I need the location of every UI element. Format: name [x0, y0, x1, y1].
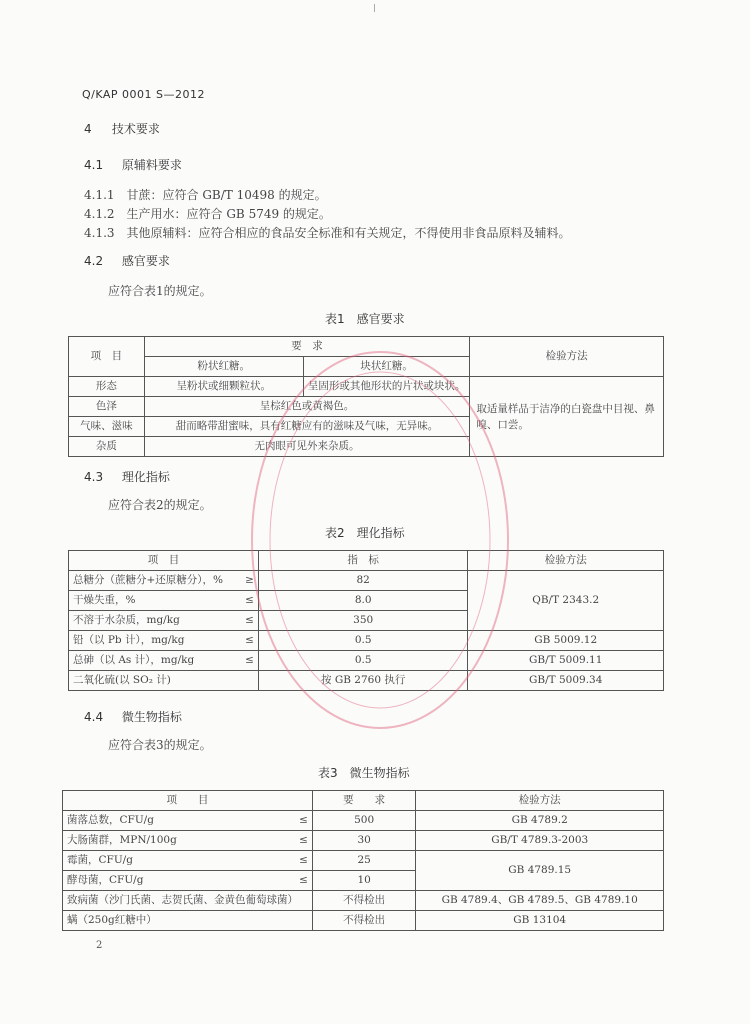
- section-4-4-text: 应符合表3的规定。: [108, 738, 212, 752]
- cell-value: 不得检出: [312, 911, 415, 931]
- cell-value: 500: [312, 811, 415, 831]
- section-title: 理化指标: [121, 470, 170, 484]
- cell-item: 杂质: [69, 437, 145, 457]
- cell-value: 不得检出: [312, 891, 415, 911]
- cell-operator: ≤: [238, 651, 258, 671]
- cell-value: 按 GB 2760 执行: [258, 671, 468, 691]
- cell-operator: ≤: [292, 851, 312, 871]
- cell-item: 菌落总数，CFU/g: [63, 811, 293, 831]
- section-4-heading: [84, 120, 160, 137]
- table-row: [69, 377, 664, 397]
- cell-method: GB/T 5009.11: [468, 651, 664, 671]
- cell-value: 25: [312, 851, 415, 871]
- table-row: [63, 911, 664, 931]
- cell-item: 致病菌（沙门氏菌、志贺氏菌、金黄色葡萄球菌）: [63, 891, 313, 911]
- col-header-item: 项 目: [69, 337, 145, 377]
- cell-powder: 呈粉状或细颗粒状。: [144, 377, 303, 397]
- table-row: [69, 671, 664, 691]
- table-row: [69, 651, 664, 671]
- table-row: [63, 811, 664, 831]
- cell-method: 取适量样品于洁净的白瓷盘中目视、鼻嗅、口尝。: [470, 377, 664, 457]
- cell-item: 螨（250g红糖中）: [63, 911, 313, 931]
- cell-value: 8.0: [258, 591, 468, 611]
- cell-operator: ≤: [292, 831, 312, 851]
- cell-item: 色泽: [69, 397, 145, 417]
- cell-item: 不溶于水杂质，mg/kg: [69, 611, 239, 631]
- physicochemical-table: [68, 550, 664, 691]
- cell-operator: ≤: [238, 611, 258, 631]
- table-row: [69, 631, 664, 651]
- section-title: 感官要求: [121, 254, 170, 268]
- cell-method: GB/T 4789.3-2003: [416, 831, 664, 851]
- sensory-table: [68, 336, 664, 457]
- section-4-1-heading: [84, 156, 182, 173]
- top-tick-mark: [374, 4, 375, 12]
- cell-item: 大肠菌群，MPN/100g: [63, 831, 293, 851]
- page-number: 2: [96, 940, 103, 951]
- clause-4-1-2: 4.1.2 生产用水：应符合 GB 5749 的规定。: [84, 207, 331, 221]
- cell-item: 形态: [69, 377, 145, 397]
- section-number: 4: [84, 122, 92, 136]
- section-4-3-text: 应符合表2的规定。: [108, 498, 212, 512]
- cell-operator: ≥: [238, 571, 258, 591]
- cell-block: 呈固形或其他形状的片状或块状。: [303, 377, 470, 397]
- col-header-powder: 粉状红糖。: [144, 357, 303, 377]
- cell-value: 10: [312, 871, 415, 891]
- standard-code: Q/KAP 0001 S—2012: [82, 88, 206, 101]
- cell-method: GB 5009.12: [468, 631, 664, 651]
- cell-method: GB 13104: [416, 911, 664, 931]
- section-title: 微生物指标: [121, 710, 182, 724]
- col-header-requirement: 要 求: [144, 337, 470, 357]
- cell-method: GB 4789.15: [416, 851, 664, 891]
- cell-method: GB/T 5009.34: [468, 671, 664, 691]
- cell-value: 82: [258, 571, 468, 591]
- section-4-3-heading: [84, 468, 170, 485]
- cell-value: 350: [258, 611, 468, 631]
- section-title: 原辅料要求: [121, 158, 182, 172]
- clause-4-1-1: 4.1.1 甘蔗：应符合 GB/T 10498 的规定。: [84, 188, 327, 202]
- cell-item: 气味、滋味: [69, 417, 145, 437]
- table-row: [63, 891, 664, 911]
- cell-method: GB 4789.4、GB 4789.5、GB 4789.10: [416, 891, 664, 911]
- col-header-item: 项 目: [63, 791, 313, 811]
- col-header-requirement: 要 求: [312, 791, 415, 811]
- section-number: 4.1: [84, 158, 104, 172]
- table-row: [63, 851, 664, 871]
- col-header-method: 检验方法: [416, 791, 664, 811]
- clause-4-1-3: 4.1.3 其他原辅料：应符合相应的食品安全标准和有关规定，不得使用非食品原料及辅料。: [84, 226, 571, 240]
- col-header-index: 指 标: [258, 551, 468, 571]
- cell-value: 30: [312, 831, 415, 851]
- section-4-4-heading: [84, 708, 182, 725]
- table-row: [69, 571, 664, 591]
- cell-item: 总砷（以 As 计），mg/kg: [69, 651, 239, 671]
- col-header-block: 块状红糖。: [303, 357, 470, 377]
- cell-value: 0.5: [258, 631, 468, 651]
- cell-item: 酵母菌，CFU/g: [63, 871, 293, 891]
- cell-value: 0.5: [258, 651, 468, 671]
- microbiological-table: [62, 790, 664, 931]
- col-header-method: 检验方法: [470, 337, 664, 377]
- section-number: 4.2: [84, 254, 104, 268]
- col-header-method: 检验方法: [468, 551, 664, 571]
- cell-item: 二氧化硫(以 SO₂ 计): [69, 671, 259, 691]
- section-number: 4.3: [84, 470, 104, 484]
- cell-requirement: 甜而略带甜蜜味，具有红糖应有的滋味及气味，无异味。: [144, 417, 470, 437]
- table-row: [63, 831, 664, 851]
- col-header-item: 项 目: [69, 551, 259, 571]
- section-4-2-text: 应符合表1的规定。: [108, 284, 212, 298]
- section-title: 技术要求: [111, 122, 160, 136]
- cell-item: 干燥失重，%: [69, 591, 239, 611]
- cell-item: 铅（以 Pb 计），mg/kg: [69, 631, 239, 651]
- section-number: 4.4: [84, 710, 104, 724]
- cell-operator: ≤: [292, 811, 312, 831]
- cell-operator: ≤: [238, 631, 258, 651]
- cell-operator: ≤: [292, 871, 312, 891]
- table3-caption: 表3 微生物指标: [318, 766, 410, 780]
- cell-item: 总糖分（蔗糖分+还原糖分），%: [69, 571, 239, 591]
- cell-item: 霉菌，CFU/g: [63, 851, 293, 871]
- section-4-2-heading: [84, 252, 170, 269]
- cell-operator: ≤: [238, 591, 258, 611]
- cell-method: QB/T 2343.2: [468, 571, 664, 631]
- cell-requirement: 无肉眼可见外来杂质。: [144, 437, 470, 457]
- table1-caption: 表1 感官要求: [325, 312, 405, 326]
- cell-requirement: 呈棕红色或黄褐色。: [144, 397, 470, 417]
- table2-caption: 表2 理化指标: [325, 526, 405, 540]
- cell-method: GB 4789.2: [416, 811, 664, 831]
